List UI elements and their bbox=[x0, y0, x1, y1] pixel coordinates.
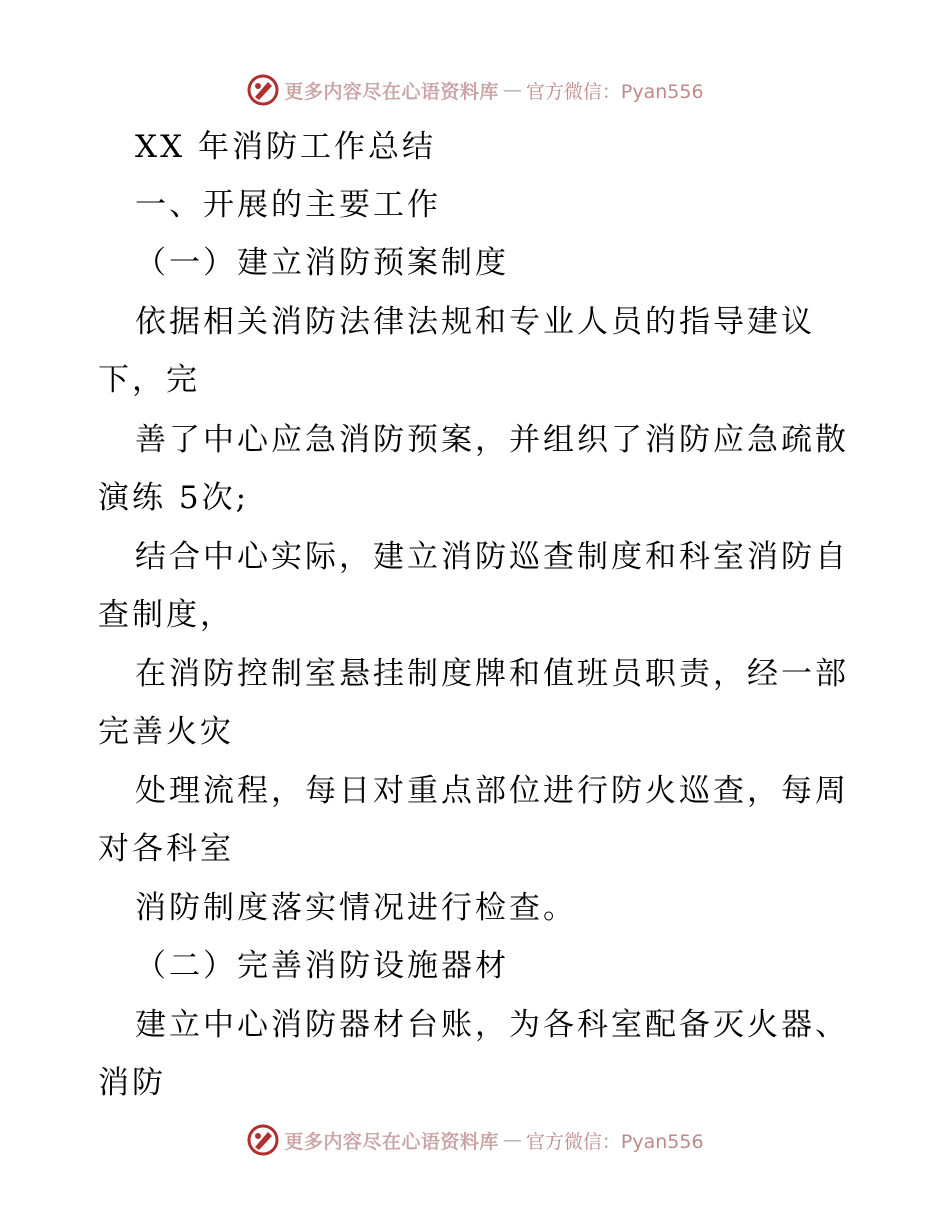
paragraph-line: 对各科室 bbox=[98, 831, 234, 867]
watermark-separator: — bbox=[502, 1129, 522, 1151]
watermark-text: 更多内容尽在心语资料库 bbox=[284, 80, 499, 103]
subsection-heading: （一）建立消防预案制度 bbox=[135, 245, 509, 281]
paragraph-line: 善了中心应急消防预案，并组织了消防应急疏散 bbox=[135, 422, 849, 458]
section-heading: 一、开展的主要工作 bbox=[135, 187, 441, 223]
logo-icon bbox=[246, 73, 280, 107]
paragraph-line: 消防 bbox=[98, 1065, 166, 1101]
watermark-header bbox=[0, 70, 950, 110]
watermark-wechat: 官方微信：Pyan556 bbox=[525, 1130, 704, 1153]
logo-icon bbox=[246, 1123, 280, 1157]
watermark-wechat: 官方微信：Pyan556 bbox=[525, 80, 704, 103]
paragraph-line: 处理流程，每日对重点部位进行防火巡查，每周 bbox=[135, 773, 849, 809]
watermark-footer bbox=[0, 1120, 950, 1160]
paragraph-line: 查制度， bbox=[98, 597, 234, 633]
paragraph-line: 结合中心实际，建立消防巡查制度和科室消防自 bbox=[135, 539, 849, 575]
watermark-text: 更多内容尽在心语资料库 bbox=[284, 1130, 499, 1153]
paragraph-line: 消防制度落实情况进行检查。 bbox=[135, 890, 577, 926]
paragraph-line: 下，完 bbox=[98, 362, 200, 398]
subsection-heading: （二）完善消防设施器材 bbox=[135, 948, 509, 984]
paragraph-line: 依据相关消防法律法规和专业人员的指导建议 bbox=[135, 304, 815, 340]
paragraph-line: 建立中心消防器材台账，为各科室配备灭火器、 bbox=[135, 1007, 849, 1043]
watermark-separator: — bbox=[502, 79, 522, 101]
document-title: XX 年消防工作总结 bbox=[135, 129, 436, 165]
paragraph-line: 在消防控制室悬挂制度牌和值班员职责，经一部 bbox=[135, 656, 849, 692]
paragraph-line: 演练 5次; bbox=[98, 480, 250, 516]
paragraph-line: 完善火灾 bbox=[98, 714, 234, 750]
